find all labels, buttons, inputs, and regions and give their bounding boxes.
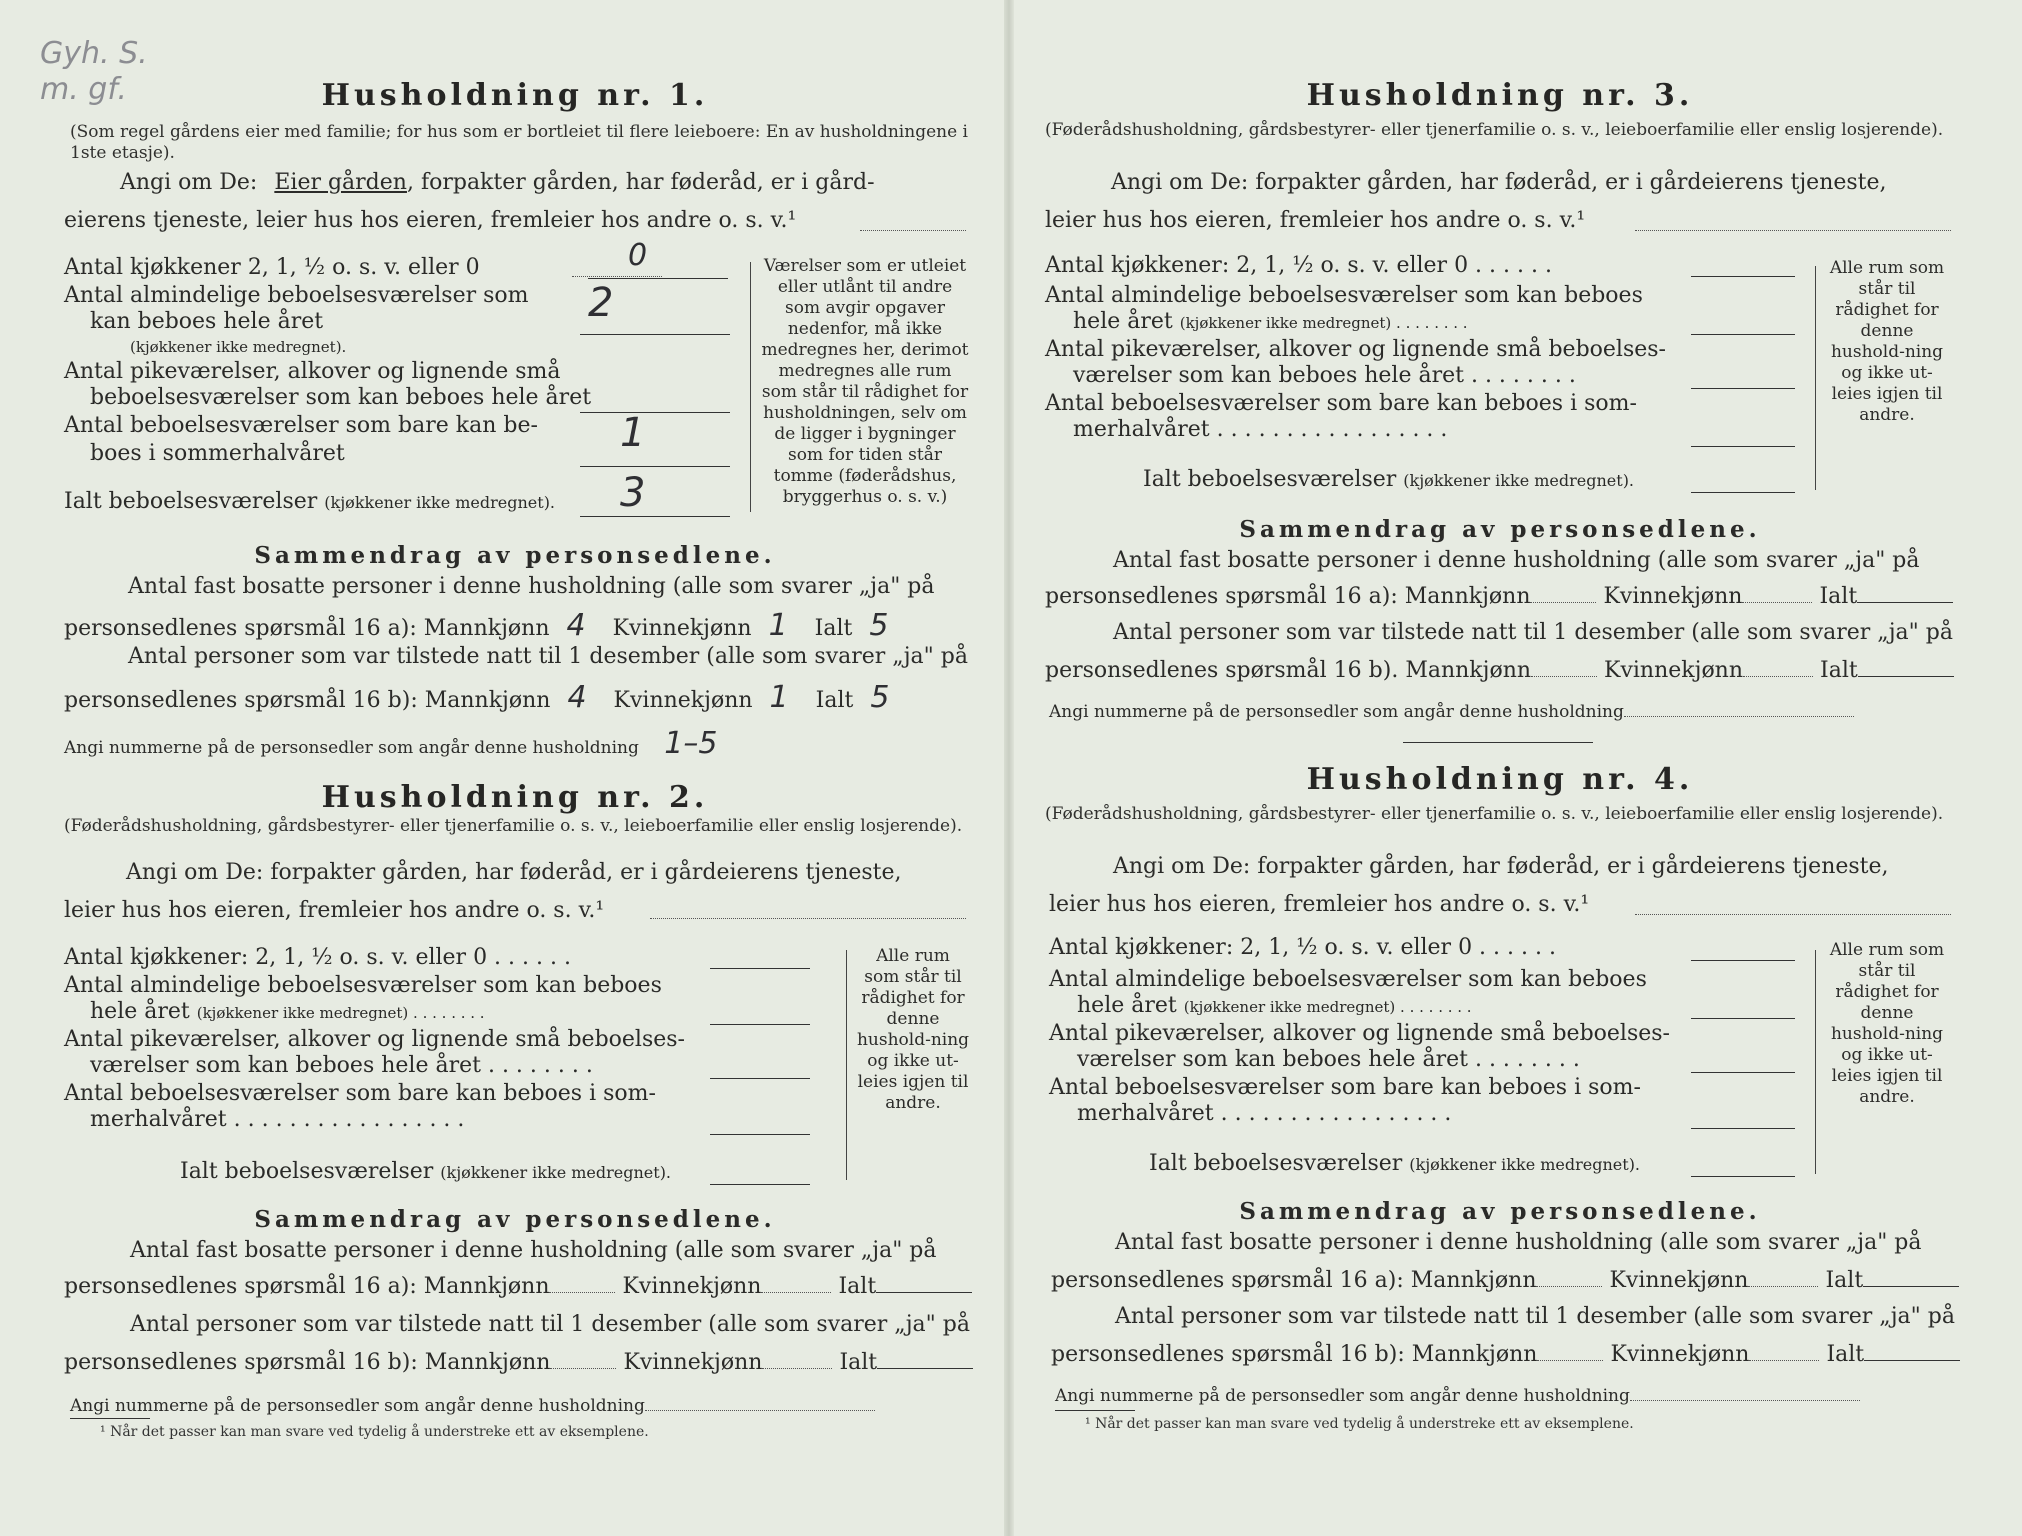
h4-total-label (1149, 1150, 1640, 1178)
household-3-title: Husholdning nr. 3. (1306, 78, 1694, 113)
h4-rule-1 (1691, 960, 1795, 961)
h4-rooms-label-b (1077, 992, 1472, 1021)
h1-kitchens-value: 0 (628, 238, 648, 273)
h2-rule-4 (710, 1134, 810, 1135)
h3-rule-4 (1691, 446, 1795, 447)
h3-rooms-b-main: hele året (1073, 309, 1173, 334)
h2-sum-line-2b (64, 1350, 973, 1375)
h3-rooms-label-b (1073, 308, 1468, 337)
h3-rooms-b-small: (kjøkkener ikke medregnet) . . . . . . . . (1179, 314, 1468, 332)
h2-sum-line-1b (64, 1274, 972, 1299)
h1-mann-16b: 4 (567, 680, 587, 715)
h3-ialt-label-1: Ialt (1819, 584, 1858, 609)
h2-nummer-label: Angi nummerne på de personsedler som angår denne husholdning (70, 1396, 645, 1416)
h2-sum-line-2a: Antal personer som var tilstede natt til 1 desember (alle som svarer „ja" på (130, 1312, 970, 1337)
h2-side-note: Alle rum som står til rådighet for denne hushold-ning og ikke ut-leies igjen til andre. (856, 946, 970, 1113)
h2-rooms-label-b (90, 998, 485, 1027)
h4-summer-label-a: Antal beboelsesværelser som bare kan beboes i som- (1049, 1075, 1641, 1100)
angi-rest: , forpakter gården, har føderåd, er i gård- (406, 170, 875, 195)
h2-kitchens-label: Antal kjøkkener: 2, 1, ½ o. s. v. eller 0 . . . . . . (64, 945, 571, 970)
h1-summary-title: Sammendrag av personsedlene. (254, 542, 776, 569)
h2-rule-5 (710, 1184, 810, 1185)
h1-rule-5 (580, 516, 730, 517)
h4-summary-title: Sammendrag av personsedlene. (1239, 1198, 1761, 1225)
h2-total-label (180, 1158, 671, 1186)
h3-sum-line-1b (1045, 584, 1953, 609)
h2-mann-label-2: personsedlenes spørsmål 16 b): Mannkjønn (64, 1350, 551, 1375)
h1-summer-value: 1 (620, 410, 646, 456)
h2-rule-3 (710, 1078, 810, 1079)
h3-total-label (1143, 466, 1634, 494)
h3-rooms-label-a: Antal almindelige beboelsesværelser som kan beboes (1045, 283, 1643, 308)
h2-mann-label-1: personsedlenes spørsmål 16 a): Mannkjønn (64, 1274, 550, 1299)
h4-total-small: (kjøkkener ikke medregnet). (1409, 1155, 1641, 1174)
h1-rooms-label-c: (kjøkkener ikke medregnet). (130, 338, 347, 356)
h4-rooms-b-small: (kjøkkener ikke medregnet) . . . . . . . . (1183, 998, 1472, 1016)
h1-brace (750, 262, 751, 512)
household-3-angi-line-1: Angi om De: forpakter gården, har føderåd, er i gårdeierens tjeneste, (1111, 170, 1887, 195)
h1-small-rooms-label-a: Antal pikeværelser, alkover og lignende små (64, 359, 561, 384)
h3-kv-label-2: Kvinnekjønn (1604, 658, 1744, 683)
h2-angi-dotted (650, 918, 966, 919)
h3-small-rooms-label-a: Antal pikeværelser, alkover og lignende små beboelses- (1045, 337, 1666, 362)
h1-sum-line-1a: Antal fast bosatte personer i denne husholdning (alle som svarer „ja" på (128, 574, 935, 599)
h3-mann-label-2: personsedlenes spørsmål 16 b). Mannkjønn (1045, 658, 1532, 683)
h1-rooms-label-a: Antal almindelige beboelsesværelser som (64, 283, 529, 308)
h2-rule-1 (710, 968, 810, 969)
h4-brace (1815, 950, 1816, 1174)
h1-side-note: Værelser som er utleiet eller utlånt til andre som avgir opgaver nedenfor, må ikke medregnes her, derimot medregnes alle rum som står til rådighet for husholdningen, selv om de ligger i bygninger som for tiden står tomme (føderådshus, bryggerhus o. s. v.) (761, 256, 969, 507)
h4-kv-label-2: Kvinnekjønn (1610, 1342, 1750, 1367)
h3-angi-dotted (1635, 230, 1951, 231)
household-4-angi-line-2: leier hus hos eieren, fremleier hos andre o. s. v.¹ (1049, 892, 1590, 917)
h1-kv-16a: 1 (768, 608, 788, 643)
h3-rule-2 (1691, 334, 1795, 335)
h1-total-value: 3 (620, 470, 646, 516)
h2-nummer-line (70, 1396, 875, 1416)
h3-kv-label-1: Kvinnekjønn (1603, 584, 1743, 609)
h2-summer-label-b: merhalvåret . . . . . . . . . . . . . . . . . (90, 1107, 465, 1132)
h4-sum-line-2a: Antal personer som var tilstede natt til 1 desember (alle som svarer „ja" på (1115, 1304, 1955, 1329)
h3-rule-1 (1691, 276, 1795, 277)
household-1-title: Husholdning nr. 1. (321, 78, 709, 113)
h3-total-small: (kjøkkener ikke medregnet). (1403, 471, 1635, 490)
h3-kitchens-label: Antal kjøkkener: 2, 1, ½ o. s. v. eller 0 . . . . . . (1045, 253, 1552, 278)
h2-summary-title: Sammendrag av personsedlene. (254, 1206, 776, 1233)
h2-rule-2 (710, 1024, 810, 1025)
h1-rule-3 (580, 412, 730, 413)
household-2-angi-line-2: leier hus hos eieren, fremleier hos andre o. s. v.¹ (64, 898, 605, 923)
h1-nummer-label: Angi nummerne på de personsedler som angår denne husholdning (64, 738, 639, 758)
h1-summer-label-a: Antal beboelsesværelser som bare kan be- (64, 413, 538, 438)
h4-mann-label-1: personsedlenes spørsmål 16 a): Mannkjønn (1051, 1268, 1537, 1293)
h3-rule-5 (1691, 492, 1795, 493)
h1-nummer-line (64, 726, 718, 761)
household-4-angi-line-1: Angi om De: forpakter gården, har føderåd, er i gårdeierens tjeneste, (1113, 854, 1889, 879)
h4-total-main: Ialt beboelsesværelser (1149, 1151, 1403, 1176)
h1-total-small: (kjøkkener ikke medregnet). (324, 493, 556, 512)
h3-sum-line-1a: Antal fast bosatte personer i denne husholdning (alle som svarer „ja" på (1113, 548, 1920, 573)
footnote-rule-right (1055, 1410, 1135, 1411)
h3-sum-line-2a: Antal personer som var tilstede natt til 1 desember (alle som svarer „ja" på (1113, 620, 1953, 645)
h4-ialt-label-2: Ialt (1826, 1342, 1865, 1367)
h4-small-rooms-label-b: værelser som kan beboes hele året . . . . . . . . (1077, 1047, 1580, 1072)
h1-kv-16b: 1 (769, 680, 789, 715)
h3-summer-label-b: merhalvåret . . . . . . . . . . . . . . . . . (1073, 417, 1448, 442)
h3-mann-label-1: personsedlenes spørsmål 16 a): Mannkjønn (1045, 584, 1531, 609)
h1-rooms-value: 2 (588, 280, 614, 326)
h3-sum-line-2b (1045, 658, 1954, 683)
h2-rooms-b-small: (kjøkkener ikke medregnet) . . . . . . . . (196, 1004, 485, 1022)
h3-rule-3 (1691, 388, 1795, 389)
h1-ialt-16b: 5 (870, 680, 890, 715)
h3-ialt-label-2: Ialt (1820, 658, 1858, 683)
h3-nummer-label: Angi nummerne på de personsedler som angår denne husholdning (1049, 702, 1624, 722)
h1-rule-4 (580, 466, 730, 467)
h3-brace (1815, 266, 1816, 490)
h1-sum-mann-label: personsedlenes spørsmål 16 a): Mannkjønn (64, 616, 550, 641)
h2-total-small: (kjøkkener ikke medregnet). (440, 1163, 672, 1182)
h1-sum-line-2b (64, 680, 890, 715)
h4-mann-label-2: personsedlenes spørsmål 16 b): Mannkjønn (1051, 1342, 1538, 1367)
h2-sum-line-1a: Antal fast bosatte personer i denne husholdning (alle som svarer „ja" på (130, 1238, 937, 1263)
footnote-left: ¹ Når det passer kan man svare ved tydelig å understreke ett av eksemplene. (100, 1424, 649, 1440)
h1-summer-label-b: boes i sommerhalvåret (90, 441, 345, 466)
h1-sum-line-1b (64, 608, 889, 643)
h2-summer-label-a: Antal beboelsesværelser som bare kan beboes i som- (64, 1081, 656, 1106)
h2-kv-label-2: Kvinnekjønn (623, 1350, 763, 1375)
h4-sum-line-1a: Antal fast bosatte personer i denne husholdning (alle som svarer „ja" på (1115, 1230, 1922, 1255)
household-3-angi-line-2: leier hus hos eieren, fremleier hos andre o. s. v.¹ (1045, 208, 1586, 233)
household-4-title: Husholdning nr. 4. (1306, 762, 1694, 797)
h1-rooms-label-b: kan beboes hele året (90, 309, 324, 334)
h4-side-note: Alle rum som står til rådighet for denne hushold-ning og ikke ut-leies igjen til andre. (1829, 940, 1945, 1107)
h2-rooms-label-a: Antal almindelige beboelsesværelser som kan beboes (64, 973, 662, 998)
h1-sum-line-2a: Antal personer som var tilstede natt til 1 desember (alle som svarer „ja" på (128, 644, 968, 669)
household-2-title: Husholdning nr. 2. (321, 780, 709, 815)
h2-small-rooms-label-b: værelser som kan beboes hele året . . . . . . . . (90, 1053, 593, 1078)
h2-small-rooms-label-a: Antal pikeværelser, alkover og lignende små beboelses- (64, 1027, 685, 1052)
pencil-line-1: Gyh. S. (40, 36, 148, 71)
h4-nummer-line (1055, 1386, 1860, 1406)
h3-summer-label-a: Antal beboelsesværelser som bare kan beboes i som- (1045, 391, 1637, 416)
angi-eier-underlined: Eier gården (274, 170, 407, 195)
h3-summary-title: Sammendrag av personsedlene. (1239, 516, 1761, 543)
household-3-subtitle: (Føderådshusholdning, gårdsbestyrer- eller tjenerfamilie o. s. v., leieboerfamilie eller enslig losjerende). (1045, 120, 1944, 140)
h4-nummer-label: Angi nummerne på de personsedler som angår denne husholdning (1055, 1386, 1630, 1406)
h4-rooms-b-main: hele året (1077, 993, 1177, 1018)
h4-rule-2 (1691, 1018, 1795, 1019)
h1-total-main: Ialt beboelsesværelser (64, 489, 318, 514)
h2-ialt-label-1: Ialt (838, 1274, 877, 1299)
h1-kv-label-2: Kvinnekjønn (613, 688, 753, 713)
h1-rule-2 (580, 334, 730, 335)
h3-nummer-line (1049, 702, 1854, 722)
h1-ialt-16a: 5 (869, 608, 889, 643)
h4-rooms-label-a: Antal almindelige beboelsesværelser som kan beboes (1049, 967, 1647, 992)
h4-kv-label-1: Kvinnekjønn (1609, 1268, 1749, 1293)
footnote-rule-left (70, 1418, 150, 1419)
pencil-line-2: m. gf. (40, 72, 127, 107)
household-2-angi-line-1: Angi om De: forpakter gården, har føderåd, er i gårdeierens tjeneste, (126, 860, 902, 885)
household-2-subtitle: (Føderådshusholdning, gårdsbestyrer- eller tjenerfamilie o. s. v., leieboerfamilie eller enslig losjerende). (64, 816, 963, 836)
h3-side-note: Alle rum som står til rådighet for denne hushold-ning og ikke ut-leies igjen til andre. (1829, 258, 1945, 425)
h1-small-rooms-label-b: beboelsesværelser som kan beboes hele året (90, 385, 592, 410)
h4-summer-label-b: merhalvåret . . . . . . . . . . . . . . . . . (1077, 1101, 1452, 1126)
angi-label: Angi om De: (120, 170, 258, 195)
h1-ialt-label-2: Ialt (815, 688, 854, 713)
h4-angi-dotted (1635, 914, 1951, 915)
h3-small-rooms-label-b: værelser som kan beboes hele året . . . . . . . . (1073, 363, 1576, 388)
h2-kv-label-1: Kvinnekjønn (622, 1274, 762, 1299)
page-fold (1004, 0, 1014, 1536)
h2-ialt-label-2: Ialt (839, 1350, 878, 1375)
household-1-angi-line-1 (120, 170, 875, 195)
h1-kv-label-1: Kvinnekjønn (612, 616, 752, 641)
h4-sum-line-2b (1051, 1342, 1960, 1367)
h4-small-rooms-label-a: Antal pikeværelser, alkover og lignende små beboelses- (1049, 1021, 1670, 1046)
h3-h4-separator (1403, 742, 1593, 743)
h4-rule-5 (1691, 1176, 1795, 1177)
h3-total-main: Ialt beboelsesværelser (1143, 467, 1397, 492)
h4-sum-line-1b (1051, 1268, 1959, 1293)
household-4-subtitle: (Føderådshusholdning, gårdsbestyrer- eller tjenerfamilie o. s. v., leieboerfamilie eller enslig losjerende). (1045, 804, 1944, 824)
h1-rule-1 (588, 278, 728, 279)
h1-kitchens-label: Antal kjøkkener 2, 1, ½ o. s. v. eller 0 (64, 255, 480, 280)
footnote-right: ¹ Når det passer kan man svare ved tydelig å understreke ett av eksemplene. (1085, 1416, 1634, 1432)
h4-kitchens-label: Antal kjøkkener: 2, 1, ½ o. s. v. eller 0 . . . . . . (1049, 935, 1556, 960)
h4-rule-3 (1691, 1072, 1795, 1073)
h4-ialt-label-1: Ialt (1825, 1268, 1864, 1293)
h4-rule-4 (1691, 1128, 1795, 1129)
h1-sum-mann-label-2: personsedlenes spørsmål 16 b): Mannkjønn (64, 688, 551, 713)
h2-brace (846, 950, 847, 1180)
h2-total-main: Ialt beboelsesværelser (180, 1159, 434, 1184)
household-1-subtitle: (Som regel gårdens eier med familie; for hus som er bortleiet til flere leieboere: En av husholdningene i 1ste etasje). (70, 122, 968, 163)
h2-rooms-b-main: hele året (90, 999, 190, 1024)
h1-nummer-value: 1–5 (664, 726, 718, 761)
household-1-angi-line-2: eierens tjeneste, leier hus hos eieren, fremleier hos andre o. s. v.¹ (64, 208, 797, 233)
h1-ialt-label-1: Ialt (814, 616, 853, 641)
h1-mann-16a: 4 (566, 608, 586, 643)
h1-total-label (64, 488, 555, 516)
h1-dots (572, 276, 662, 277)
angi-dotted (860, 230, 966, 231)
